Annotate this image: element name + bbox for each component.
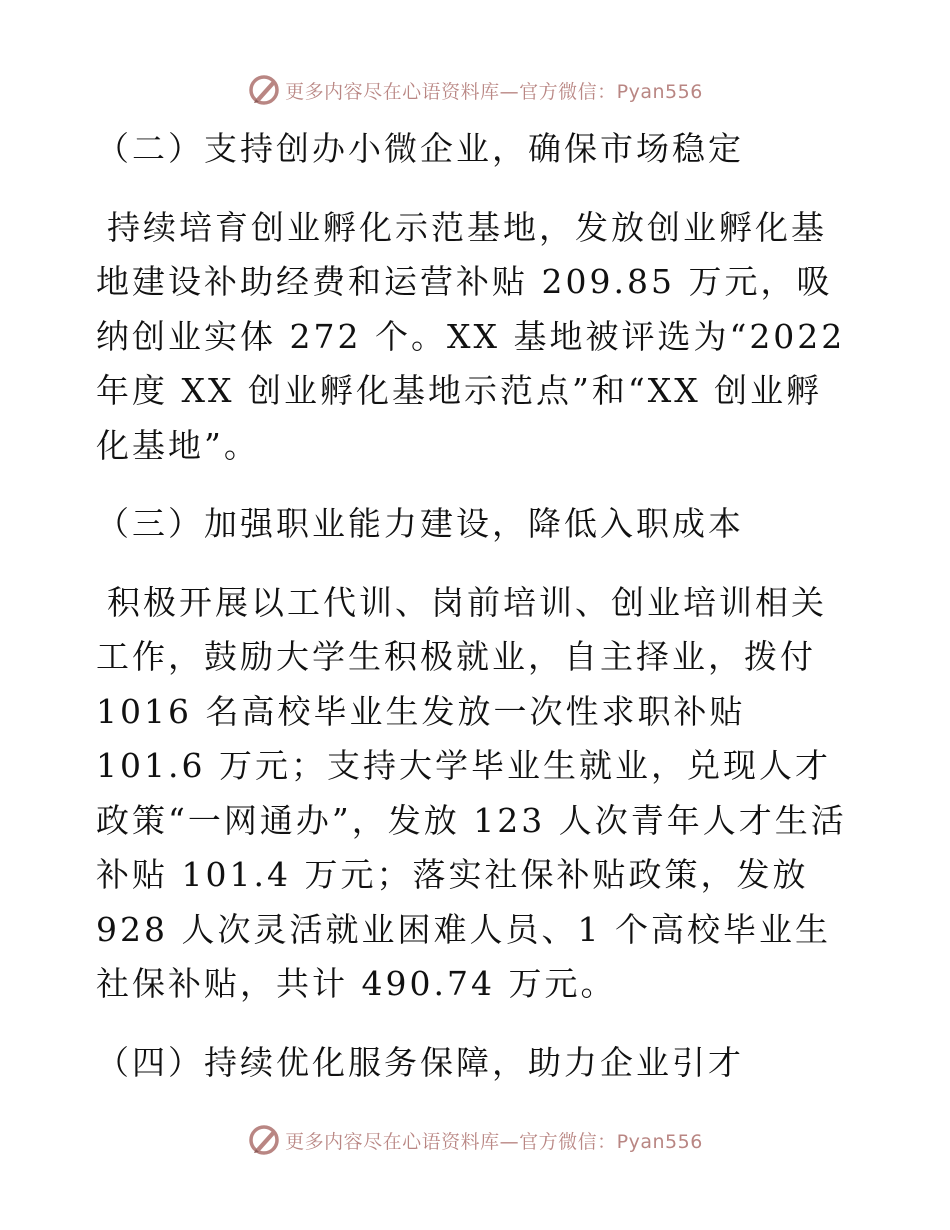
watermark-text: 更多内容尽在心语资料库—官方微信：Pyan556: [285, 1130, 703, 1153]
watermark-footer: [0, 1120, 950, 1160]
watermark-text: 更多内容尽在心语资料库—官方微信：Pyan556: [285, 80, 703, 103]
section-heading-4: （四）持续优化服务保障，助力企业引才: [96, 1042, 744, 1082]
section-heading-3: （三）加强职业能力建设，降低入职成本: [96, 504, 744, 543]
pen-logo-icon: [247, 1123, 281, 1157]
section-heading-2: （二）支持创办小微企业，确保市场稳定: [96, 129, 744, 168]
document-body: [96, 122, 856, 1114]
section-paragraph-2: 持续培育创业孵化示范基地，发放创业孵化基地建设补助经费和运营补贴 209.85 万元，吸纳创业实体 272 个。XX 基地被评选为“2022 年度 XX 创业孵化基地示范点”和“XX 创业孵化基地”。: [96, 207, 846, 465]
section-paragraph-3: 积极开展以工代训、岗前培训、创业培训相关工作，鼓励大学生积极就业，自主择业，拨付 1016 名高校毕业生发放一次性求职补贴 101.6 万元；支持大学毕业生就业，兑现人才政策“一网通办”，发放 123 人次青年人才生活补贴 101.4 万元；落实社保补贴政策，发放 928 人次灵活就业困难人员、1 个高校毕业生社保补贴，共计 490.74 万元。: [96, 582, 847, 1003]
pen-logo-icon: [247, 73, 281, 107]
watermark-header: [0, 70, 950, 110]
